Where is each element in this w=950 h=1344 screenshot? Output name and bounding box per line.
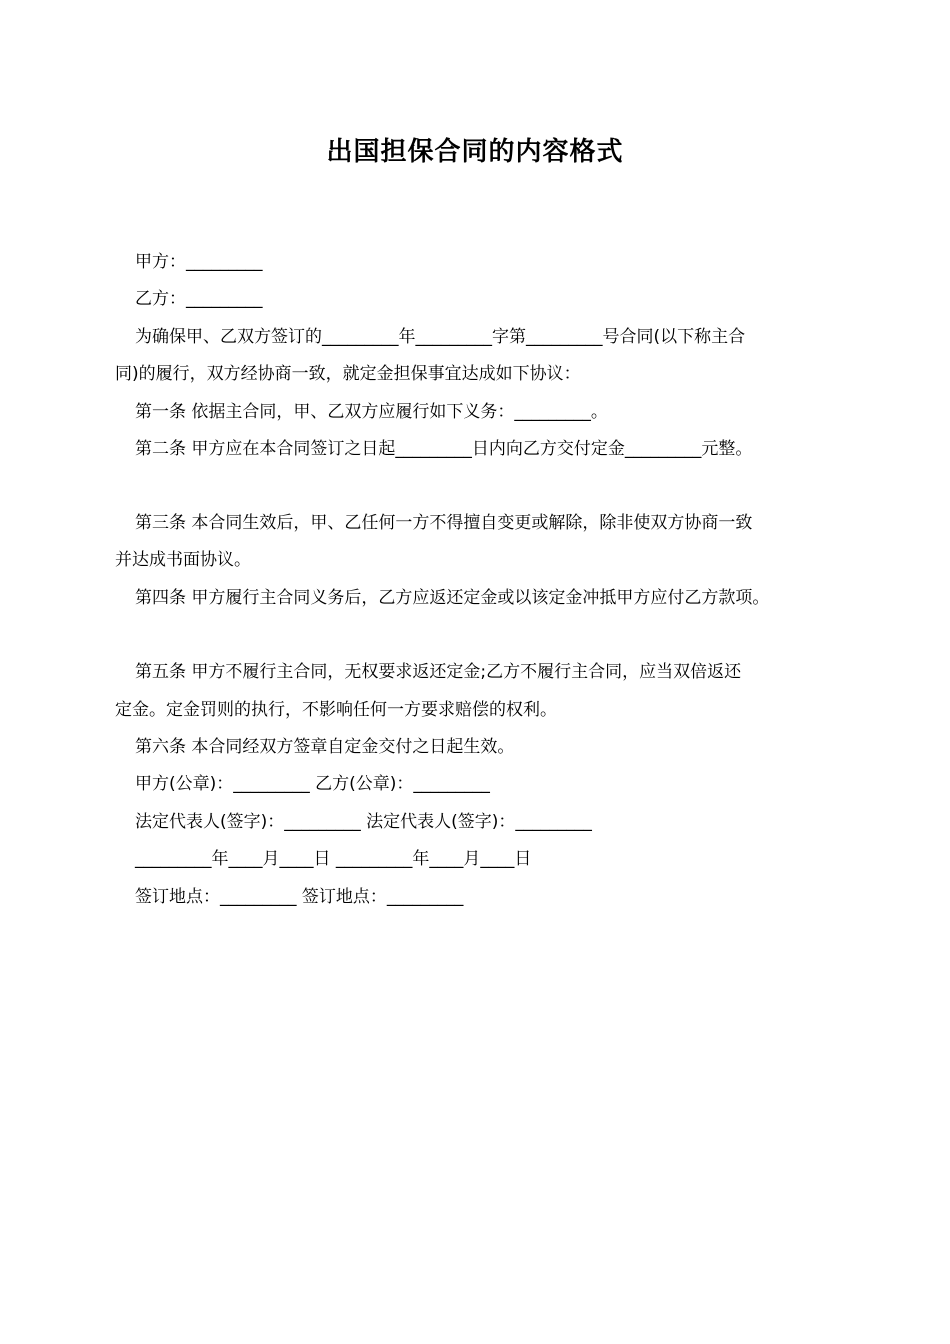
party-b-line: 乙方：_________ xyxy=(135,289,263,309)
representative-line: 法定代表人(签字)：_________ 法定代表人(签字)：_________ xyxy=(135,812,592,832)
document-title: 出国担保合同的内容格式 xyxy=(326,137,624,167)
article-5-line-1: 第五条 甲方不履行主合同，无权要求返还定金;乙方不履行主合同，应当双倍返还 xyxy=(135,662,742,682)
signing-place-line: 签订地点：_________ 签订地点：_________ xyxy=(135,887,464,907)
seal-line: 甲方(公章)：_________ 乙方(公章)：_________ xyxy=(135,774,490,794)
article-4: 第四条 甲方履行主合同义务后，乙方应返还定金或以该定金冲抵甲方应付乙方款项。 xyxy=(135,588,770,608)
date-line: _________年____月____日 _________年____月____日 xyxy=(135,849,532,869)
preamble-line-1: 为确保甲、乙双方签订的_________年_________字第_________号合同(以下称主合 xyxy=(135,327,746,347)
article-3-line-1: 第三条 本合同生效后，甲、乙任何一方不得擅自变更或解除，除非使双方协商一致 xyxy=(135,513,753,533)
article-3-line-2: 并达成书面协议。 xyxy=(115,550,251,570)
article-2: 第二条 甲方应在本合同签订之日起_________日内向乙方交付定金_________元整。 xyxy=(135,439,753,459)
article-6: 第六条 本合同经双方签章自定金交付之日起生效。 xyxy=(135,737,515,757)
article-5-line-2: 定金。定金罚则的执行，不影响任何一方要求赔偿的权利。 xyxy=(115,700,557,720)
party-a-line: 甲方：_________ xyxy=(135,252,263,272)
preamble-line-2: 同)的履行，双方经协商一致，就定金担保事宜达成如下协议： xyxy=(115,364,581,384)
article-1: 第一条 依据主合同，甲、乙双方应履行如下义务：_________。 xyxy=(135,402,608,422)
